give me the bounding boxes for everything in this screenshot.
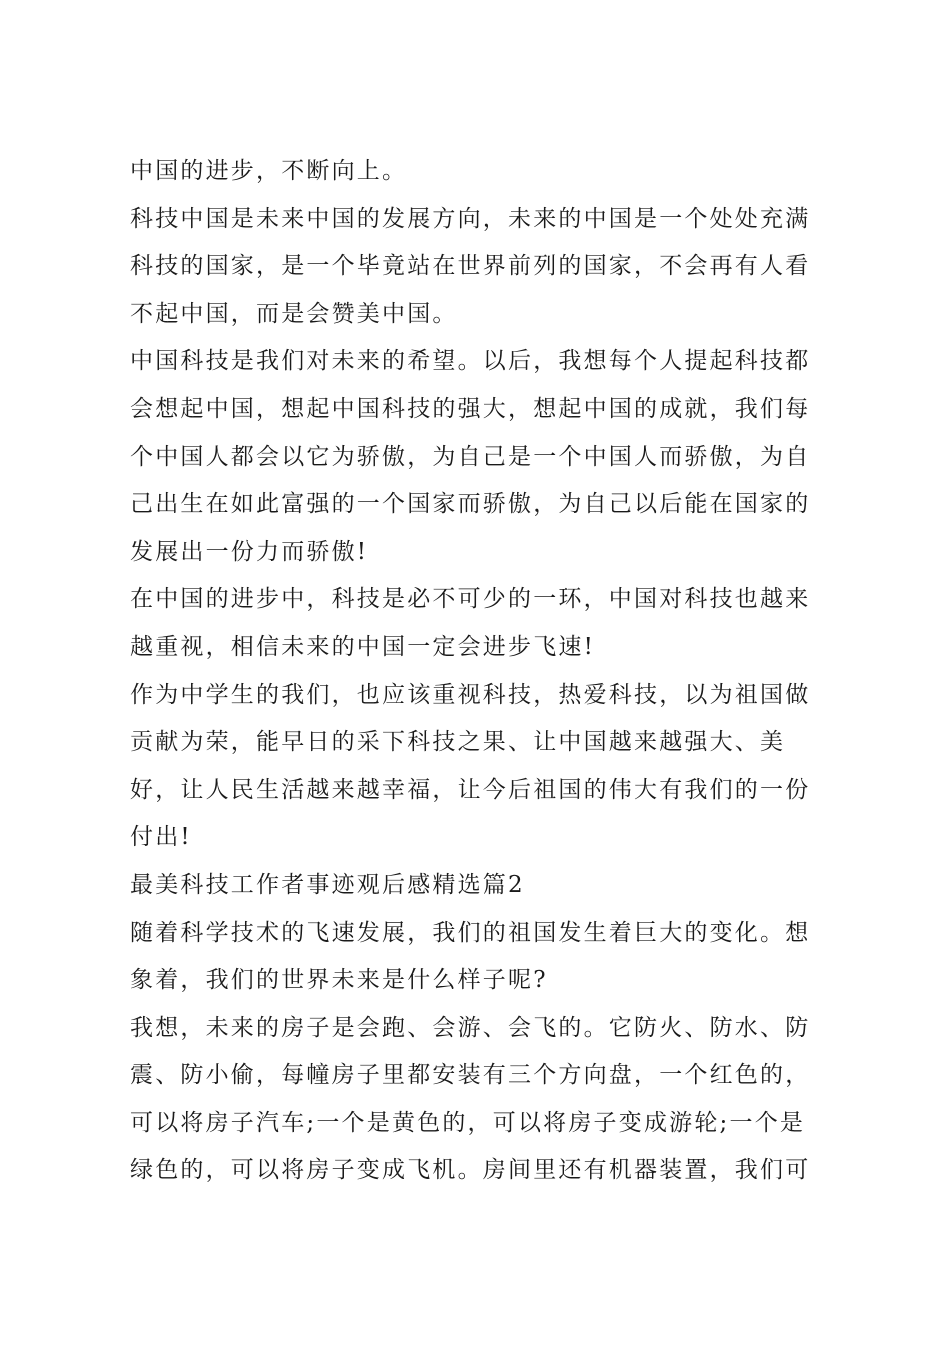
text-line: 科技中国是未来中国的发展方向，未来的中国是一个处处充满 (130, 205, 811, 232)
text-line: 贡献为荣，能早日的采下科技之果、让中国越来越强大、美 (130, 729, 786, 756)
text-line: 在中国的进步中，科技是必不可少的一环，中国对科技也越来 (130, 586, 811, 613)
text-line: 绿色的，可以将房子变成飞机。房间里还有机器装置，我们可 (130, 1157, 811, 1184)
text-line: 会想起中国，想起中国科技的强大，想起中国的成就，我们每 (130, 395, 811, 422)
text-line: 我想，未来的房子是会跑、会游、会飞的。它防火、防水、防 (130, 1014, 811, 1041)
text-line: 发展出一份力而骄傲! (130, 538, 369, 565)
text-line: 可以将房子汽车;一个是黄色的，可以将房子变成游轮;一个是 (130, 1109, 806, 1136)
text-line: 中国科技是我们对未来的希望。以后，我想每个人提起科技都 (130, 348, 811, 375)
text-line: 科技的国家，是一个毕竟站在世界前列的国家，不会再有人看 (130, 253, 811, 280)
text-line: 作为中学生的我们，也应该重视科技，热爱科技，以为祖国做 (130, 681, 811, 708)
text-line: 随着科学技术的飞速发展，我们的祖国发生着巨大的变化。想 (130, 919, 811, 946)
text-line: 不起中国，而是会赞美中国。 (130, 300, 458, 327)
document-body (130, 148, 830, 1195)
text-line: 象着，我们的世界未来是什么样子呢? (130, 967, 548, 994)
text-line: 中国的进步，不断向上。 (130, 158, 408, 184)
text-line: 越重视，相信未来的中国一定会进步飞速! (130, 633, 596, 660)
section-heading: 最美科技工作者事迹观后感精选篇2 (130, 871, 525, 898)
text-line: 付出! (130, 824, 192, 851)
text-line: 好，让人民生活越来越幸福，让今后祖国的伟大有我们的一份 (130, 776, 811, 803)
text-line: 震、防小偷，每幢房子里都安装有三个方向盘，一个红色的， (130, 1062, 811, 1089)
text-line: 己出生在如此富强的一个国家而骄傲，为自己以后能在国家的 (130, 491, 811, 518)
text-line: 个中国人都会以它为骄傲，为自己是一个中国人而骄傲，为自 (130, 443, 811, 470)
